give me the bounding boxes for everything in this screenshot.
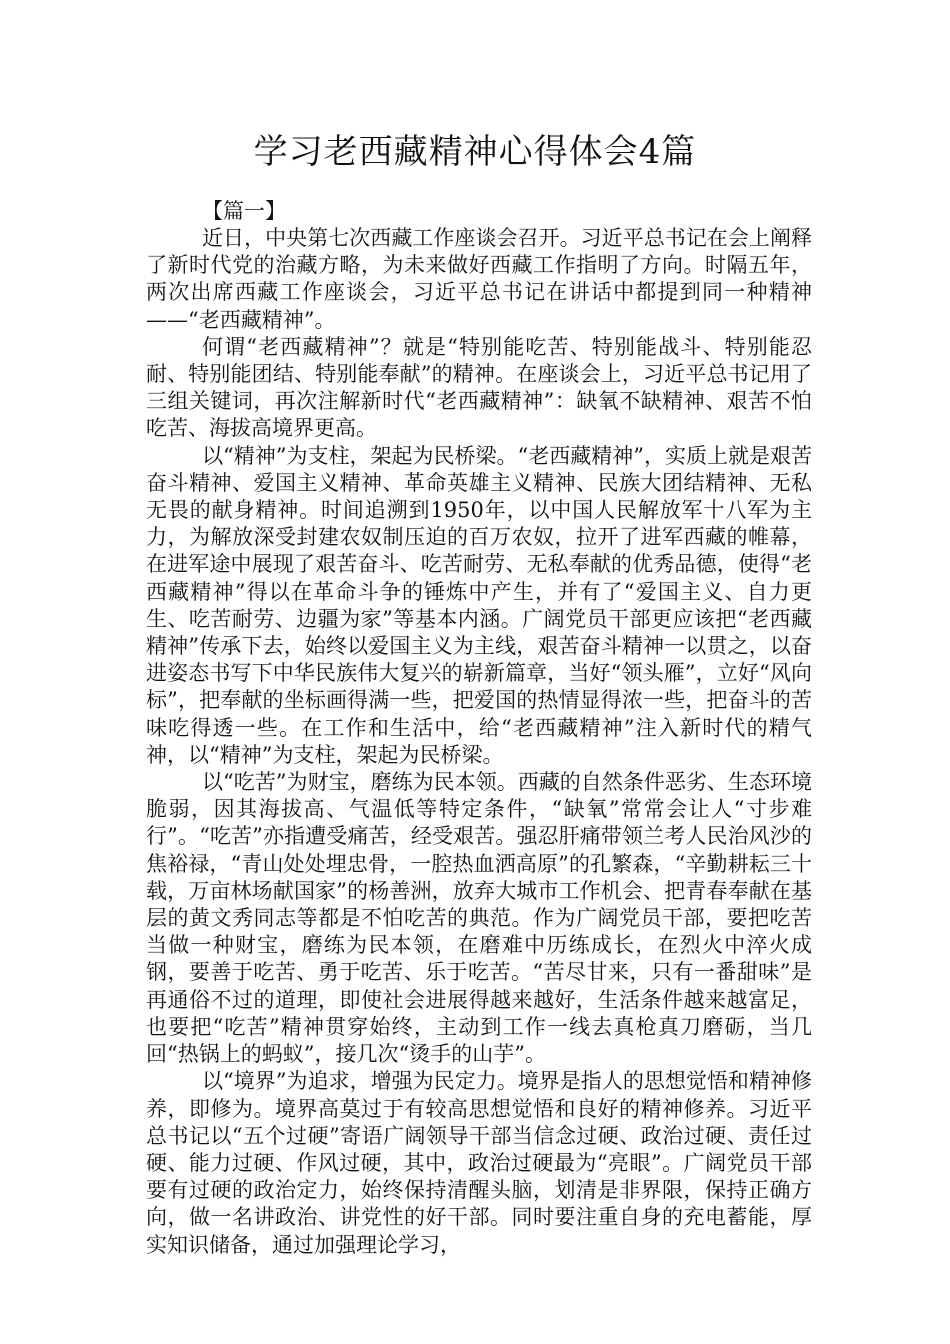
paragraph-spirit: 以“精神”为支柱，架起为民桥梁。“老西藏精神”，实质上就是艰苦奋斗精神、爱国主义精神、革命英雄主义精神、民族大团结精神、无私无畏的献身精神。时间追溯到1950年，以中国人民解放军十八军为主力，为解放深受封建农奴制压迫的百万农奴，拉开了进军西藏的帷幕，在进军途中展现了艰苦奋斗、吃苦耐劳、无私奉献的优秀品德，使得“老西藏精神”得以在革命斗争的锤炼中产生，并有了“爱国主义、自力更生、吃苦耐劳、边疆为家”等基本内涵。广阔党员干部更应该把“老西藏精神”传承下去，始终以爱国主义为主线，艰苦奋斗精神一以贯之，以奋进姿态书写下中华民族伟大复兴的崭新篇章，当好“领头雁”，立好“风向标”，把奉献的坐标画得满一些，把爱国的热情显得浓一些，把奋斗的苦味吃得透一些。在工作和生活中，给“老西藏精神”注入新时代的精气神，以“精神”为支柱，架起为民桥梁。: [146, 443, 812, 767]
document-body: [146, 198, 812, 1259]
paragraph-hardship: 以“吃苦”为财宝，磨练为民本领。西藏的自然条件恶劣、生态环境脆弱，因其海拔高、气温低等特定条件，“缺氧”常常会让人“寸步难行”。“吃苦”亦指遭受痛苦，经受艰苦。强忍肝痛带领兰考人民治风沙的焦裕禄，“青山处处埋忠骨，一腔热血洒高原”的孔繁森，“辛勤耕耘三十载，万亩林场献国家”的杨善洲，放弃大城市工作机会、把青春奉献在基层的黄文秀同志等都是不怕吃苦的典范。作为广阔党员干部，要把吃苦当做一种财宝，磨练为民本领，在磨难中历练成长，在烈火中淬火成钢，要善于吃苦、勇于吃苦、乐于吃苦。“苦尽甘来，只有一番甜味”是再通俗不过的道理，即使社会进展得越来越好，生活条件越来越富足，也要把“吃苦”精神贯穿始终，主动到工作一线去真枪真刀磨砺，当几回“热锅上的蚂蚁”，接几次“烫手的山芋”。: [146, 770, 812, 1067]
section-heading: 【篇一】: [202, 199, 286, 223]
paragraph-definition: 何谓“老西藏精神”？就是“特别能吃苦、特别能战斗、特别能忍耐、特别能团结、特别能奉献”的精神。在座谈会上，习近平总书记用了三组关键词，再次注解新时代“老西藏精神”：缺氧不缺精神、艰苦不怕吃苦、海拔高境界更高。: [146, 334, 812, 441]
paragraph-intro: 近日，中央第七次西藏工作座谈会召开。习近平总书记在会上阐释了新时代党的治藏方略，为未来做好西藏工作指明了方向。时隔五年，两次出席西藏工作座谈会，习近平总书记在讲话中都提到同一种精神——“老西藏精神”。: [146, 226, 812, 332]
paragraph-realm: 以“境界”为追求，增强为民定力。境界是指人的思想觉悟和精神修养，即修为。境界高莫过于有较高思想觉悟和良好的精神修养。习近平总书记以“五个过硬”寄语广阔领导干部当信念过硬、政治过硬、责任过硬、能力过硬、作风过硬，其中，政治过硬最为“亮眼”。广阔党员干部要有过硬的政治定力，始终保持清醒头脑，划清是非界限，保持正确方向，做一名讲政治、讲党性的好干部。同时要注重自身的充电蓄能，厚实知识储备，通过加强理论学习，: [146, 1069, 812, 1257]
page-title: 学习老西藏精神心得体会4篇: [253, 132, 697, 172]
